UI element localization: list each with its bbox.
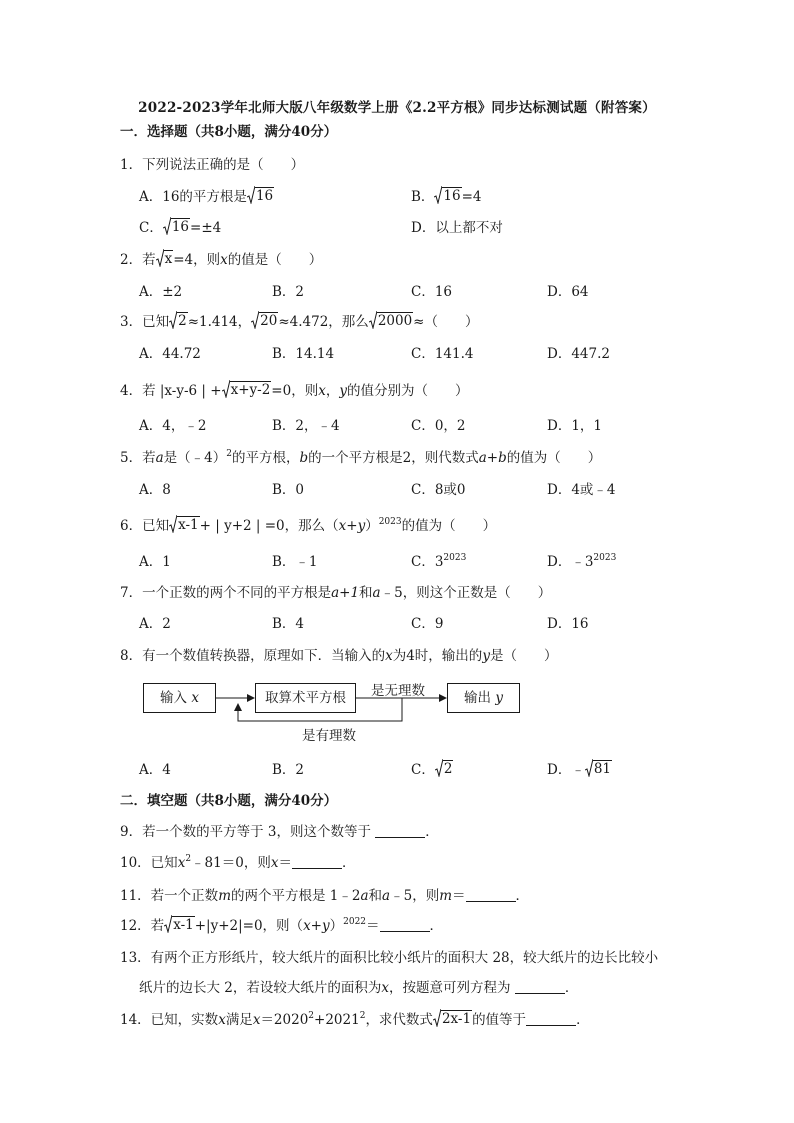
- radical-sign-icon: 2: [169, 311, 188, 329]
- q4-option-d: D．1，1: [547, 418, 603, 434]
- question-7-stem: 7．一个正数的两个不同的平方根是a+1和a﹣5，则这个正数是（ ）: [120, 585, 552, 601]
- answer-blank[interactable]: [526, 1013, 576, 1026]
- q7-option-d: D．16: [547, 616, 589, 632]
- radical-sign-icon: 2000: [369, 311, 413, 329]
- answer-blank[interactable]: [466, 889, 516, 902]
- question-5-stem: 5．若a是（﹣4）$^2$的平方根，b的一个平方根是2，则代数式a+b的值为（ ）: [120, 449, 602, 466]
- q6-option-c: C．$3^{2023}$: [411, 553, 467, 570]
- question-8-stem: 8．有一个数值转换器，原理如下．当输入的x为4时，输出的y是（ ）: [120, 648, 558, 664]
- q3-option-d: D．447.2: [547, 346, 610, 362]
- answer-blank[interactable]: [380, 919, 430, 932]
- radical-sign-icon: 2x-1: [433, 1009, 472, 1027]
- radical-sign-icon: 20: [251, 311, 278, 329]
- q2-option-d: D．64: [547, 284, 589, 300]
- question-11-stem: 11．若一个正数m的两个平方根是 1﹣2a和a﹣5，则m＝ ．: [120, 888, 530, 904]
- question-1-stem: 1．下列说法正确的是（ ）: [120, 157, 305, 173]
- radical-sign-icon: x+y-2: [222, 380, 272, 398]
- radical-sign-icon: 16: [163, 217, 190, 235]
- q3-option-b: B．14.14: [272, 346, 335, 362]
- section-heading-choice: 一．选择题（共8小题，满分40分）: [120, 124, 338, 140]
- q5-option-d: D．4或﹣4: [547, 482, 616, 498]
- q3-option-a: A．44.72: [139, 346, 201, 362]
- flow-box-sqrt: 取算术平方根: [255, 683, 356, 713]
- question-13-line-1: 13．有两个正方形纸片，较大纸片的面积比较小纸片的面积大 28，较大纸片的边长比较小: [120, 950, 659, 966]
- q6-option-d: D．$﹣3^{2023}$: [547, 553, 617, 570]
- question-9-stem: 9．若一个数的平方等于 3，则这个数等于 ．: [120, 824, 439, 840]
- q6-option-b: B．﹣1: [272, 554, 318, 570]
- radical-sign-icon: 16: [247, 186, 274, 204]
- question-12-stem: 12．若 x-1 +|y+2|=0，则$(x+y)^{2022}=$ ．: [120, 917, 444, 934]
- q8-option-c: C． 2: [411, 761, 453, 778]
- radical-sign-icon: x-1: [169, 515, 200, 533]
- q2-option-c: C．16: [411, 284, 453, 300]
- q5-option-b: B．0: [272, 482, 305, 498]
- q1-option-d: D．以上都不对: [411, 220, 503, 236]
- q1-option-c: C． 16 =±4: [139, 219, 222, 236]
- answer-blank[interactable]: [292, 856, 342, 869]
- q1-option-b: B． 16 =4: [411, 188, 482, 205]
- document-title: 2022-2023学年北师大版八年级数学上册《2.2平方根》同步达标测试题（附答案）: [138, 100, 656, 116]
- radical-sign-icon: x: [156, 249, 174, 267]
- q5-option-c: C．8或0: [411, 482, 466, 498]
- question-14-stem: 14．已知，实数x满足$x=2020^2+2021^2$，求代数式 2x-1 的值等于 ．: [120, 1011, 590, 1028]
- q8-option-b: B．2: [272, 762, 305, 778]
- question-3-stem: 3．已知 2 ≈1.414， 20 ≈4.472，那么 2000 ≈（ ）: [120, 313, 479, 330]
- radical-sign-icon: 2: [435, 759, 454, 777]
- q4-option-a: A．4，﹣2: [139, 418, 207, 434]
- q3-option-c: C．141.4: [411, 346, 474, 362]
- answer-blank[interactable]: [375, 825, 425, 838]
- answer-blank[interactable]: [515, 981, 565, 994]
- question-2-stem: 2．若 x =4，则x的值是（ ）: [120, 251, 323, 268]
- q7-option-c: C．9: [411, 616, 444, 632]
- q4-option-b: B．2，﹣4: [272, 418, 340, 434]
- q8-option-d: D．﹣ 81: [547, 761, 612, 778]
- q5-option-a: A．8: [139, 482, 171, 498]
- flow-box-output: 输出 y: [447, 683, 520, 713]
- radical-sign-icon: x-1: [164, 915, 195, 933]
- flow-box-input: 输入 x: [143, 683, 216, 713]
- q4-option-c: C．0，2: [411, 418, 466, 434]
- q7-option-a: A．2: [139, 616, 171, 632]
- question-4-stem: 4．若 |x-y-6 | + x+y-2 =0，则x，y的值分别为（ ）: [120, 382, 469, 399]
- q7-option-b: B．4: [272, 616, 305, 632]
- question-10-stem: 10．已知$x^2﹣81=0$，则x＝ ．: [120, 854, 356, 871]
- q1-option-a: A．16的平方根是 16: [139, 188, 274, 205]
- flow-label-irrational: 是无理数: [371, 683, 425, 699]
- question-6-stem: 6．已知 x-1 + | y+2 | =0，那么$(x+y)^{2023}$的值为（ ）: [120, 517, 497, 534]
- q2-option-a: A．±2: [139, 284, 183, 300]
- radical-sign-icon: 16: [434, 186, 461, 204]
- question-13-line-2: 纸片的边长大 2，若设较大纸片的面积为x，按题意可列方程为 ．: [139, 980, 579, 996]
- flow-label-rational: 是有理数: [302, 728, 356, 744]
- radical-sign-icon: 81: [585, 759, 612, 777]
- q2-option-b: B．2: [272, 284, 305, 300]
- section-heading-fill: 二．填空题（共8小题，满分40分）: [120, 793, 338, 809]
- q6-option-a: A．1: [139, 554, 171, 570]
- q8-option-a: A．4: [139, 762, 171, 778]
